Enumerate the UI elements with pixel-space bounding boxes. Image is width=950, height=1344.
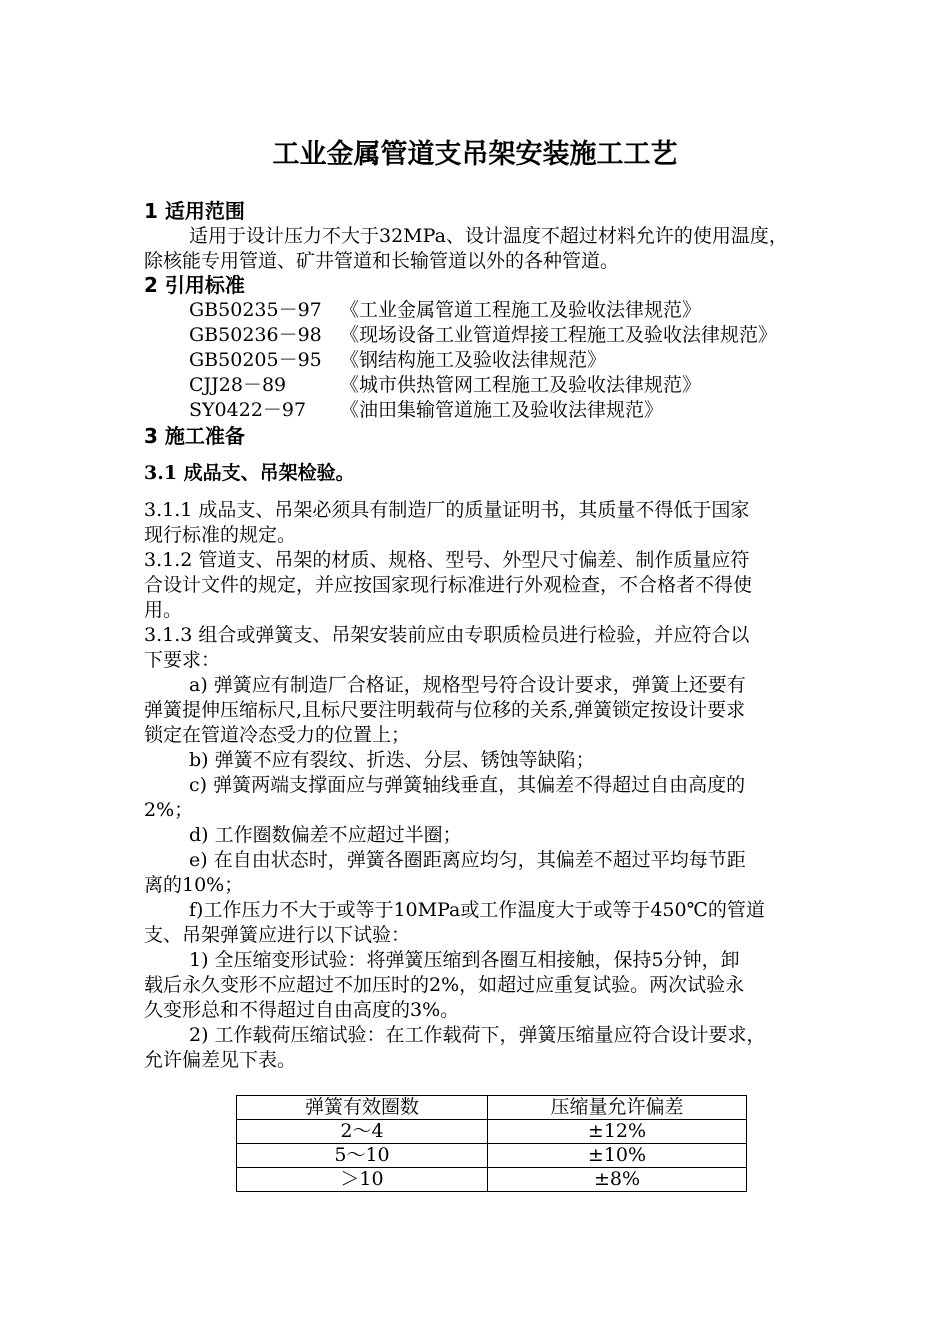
paragraph-line: 离的10%； xyxy=(144,874,244,896)
table-header-cell: 压缩量允许偏差 xyxy=(488,1096,747,1120)
section-3-heading: 3 施工准备 xyxy=(144,424,245,448)
paragraph-line: 合设计文件的规定，并应按国家现行标准进行外观检查，不合格者不得使 xyxy=(144,574,753,596)
spring-tolerance-table xyxy=(236,1095,747,1192)
standard-code: CJJ28－89 xyxy=(189,374,287,396)
document-title: 工业金属管道支吊架安装施工工艺 xyxy=(272,139,678,170)
standard-name: 《工业金属管道工程施工及验收法律规范》 xyxy=(340,299,702,321)
paragraph-line: 2%； xyxy=(144,799,194,821)
table-cell: ±12% xyxy=(488,1120,747,1144)
table-cell: ±8% xyxy=(488,1168,747,1192)
paragraph-line: 下要求： xyxy=(144,649,221,671)
section-1-heading: 1 适用范围 xyxy=(144,199,245,223)
table-row xyxy=(237,1120,747,1144)
paragraph-line: f)工作压力不大于或等于10MPa或工作温度大于或等于450℃的管道 xyxy=(189,899,765,921)
paragraph-line: 2) 工作载荷压缩试验：在工作载荷下，弹簧压缩量应符合设计要求， xyxy=(189,1024,766,1046)
standard-name: 《城市供热管网工程施工及验收法律规范》 xyxy=(340,374,702,396)
paragraph-line: 支、吊架弹簧应进行以下试验： xyxy=(144,924,411,946)
paragraph-line: 3.1.1 成品支、吊架必须具有制造厂的质量证明书，其质量不得低于国家 xyxy=(144,499,750,521)
section-2-heading: 2 引用标准 xyxy=(144,273,245,297)
paragraph-line: 允许偏差见下表。 xyxy=(144,1049,297,1071)
paragraph-line: 3.1.2 管道支、吊架的材质、规格、型号、外型尺寸偏差、制作质量应符 xyxy=(144,549,750,571)
paragraph-line: b) 弹簧不应有裂纹、折迭、分层、锈蚀等缺陷； xyxy=(189,749,595,771)
paragraph-line: 锁定在管道冷态受力的位置上； xyxy=(144,724,411,746)
table-cell: ＞10 xyxy=(237,1168,488,1192)
paragraph-line: c) 弹簧两端支撑面应与弹簧轴线垂直，其偏差不得超过自由高度的 xyxy=(189,774,746,796)
paragraph-line: 除核能专用管道、矿井管道和长输管道以外的各种管道。 xyxy=(144,250,620,272)
standard-code: GB50235－97 xyxy=(189,299,322,321)
paragraph-line: e) 在自由状态时，弹簧各圈距离应均匀，其偏差不超过平均每节距 xyxy=(189,849,746,871)
standard-code: SY0422－97 xyxy=(189,399,307,421)
paragraph-line: d) 工作圈数偏差不应超过半圈； xyxy=(189,824,462,846)
standard-code: GB50236－98 xyxy=(189,324,322,346)
paragraph-line: 用。 xyxy=(144,599,183,621)
table-cell: 5～10 xyxy=(237,1144,488,1168)
paragraph-line: 弹簧提伸压缩标尺,且标尺要注明载荷与位移的关系,弹簧锁定按设计要求 xyxy=(144,699,746,721)
standard-name: 《油田集输管道施工及验收法律规范》 xyxy=(340,399,664,421)
subsection-3-1-heading: 3.1 成品支、吊架检验。 xyxy=(144,462,355,484)
standard-name: 《现场设备工业管道焊接工程施工及验收法律规范》 xyxy=(340,324,778,346)
table-header-cell: 弹簧有效圈数 xyxy=(237,1096,488,1120)
table-row xyxy=(237,1144,747,1168)
table-cell: ±10% xyxy=(488,1144,747,1168)
paragraph-line: 1) 全压缩变形试验：将弹簧压缩到各圈互相接触，保持5分钟，卸 xyxy=(189,949,740,971)
paragraph-line: a) 弹簧应有制造厂合格证，规格型号符合设计要求，弹簧上还要有 xyxy=(189,674,746,696)
paragraph-line: 载后永久变形不应超过不加压时的2%，如超过应重复试验。两次试验永 xyxy=(144,974,745,996)
standard-code: GB50205－95 xyxy=(189,349,322,371)
table-header-row xyxy=(237,1096,747,1120)
paragraph-line: 适用于设计压力不大于32MPa、设计温度不超过材料允许的使用温度， xyxy=(189,225,788,247)
paragraph-line: 3.1.3 组合或弹簧支、吊架安装前应由专职质检员进行检验，并应符合以 xyxy=(144,624,750,646)
table-cell: 2～4 xyxy=(237,1120,488,1144)
paragraph-line: 久变形总和不得超过自由高度的3%。 xyxy=(144,999,460,1021)
standard-name: 《钢结构施工及验收法律规范》 xyxy=(340,349,607,371)
paragraph-line: 现行标准的规定。 xyxy=(144,524,297,546)
table-row xyxy=(237,1168,747,1192)
